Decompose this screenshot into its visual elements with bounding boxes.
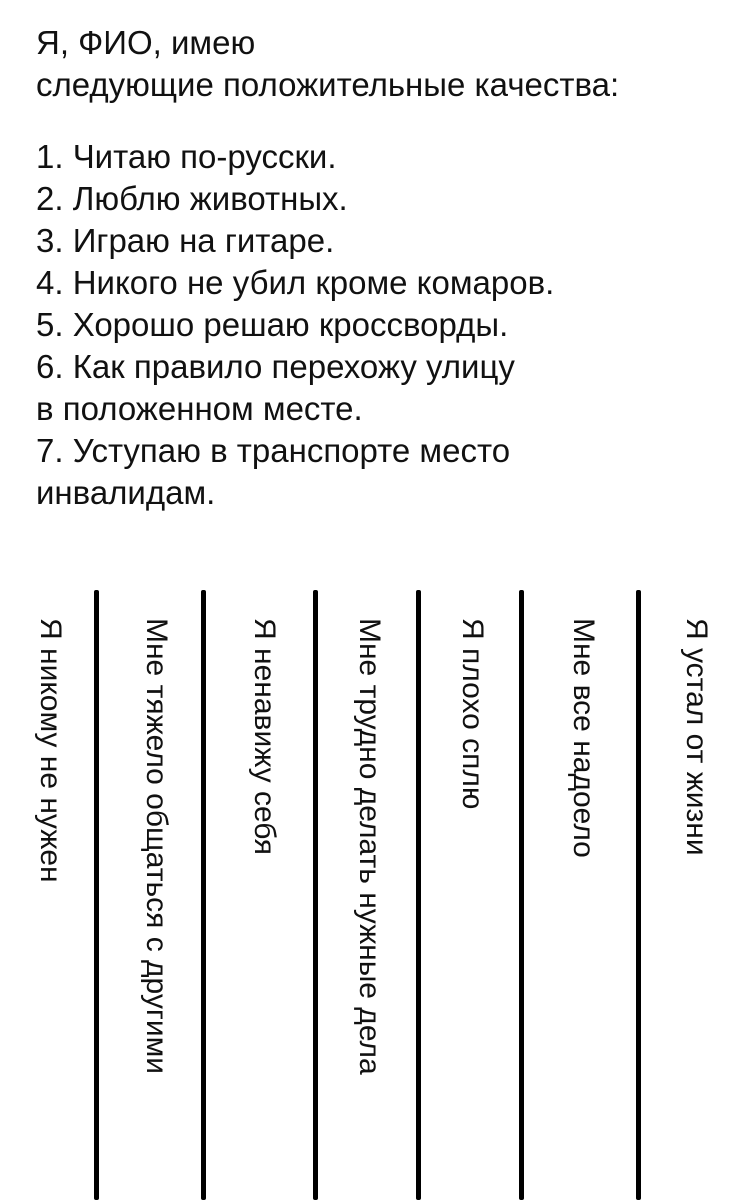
tear-off-tab[interactable]	[128, 618, 188, 1198]
tear-off-tab[interactable]	[555, 618, 615, 1198]
tear-off-tab[interactable]	[22, 618, 82, 1198]
tab-label: Мне тяжело общаться с другими	[140, 618, 173, 1074]
quality-item: 7. Уступаю в транспорте место	[36, 432, 511, 469]
tab-label: Я ненавижу себя	[248, 618, 281, 856]
tear-off-tab[interactable]	[444, 618, 504, 1198]
quality-item: 4. Никого не убил кроме комаров.	[36, 264, 555, 301]
tab-label: Я устал от жизни	[680, 618, 713, 856]
tear-off-tabs	[0, 590, 756, 1200]
tab-divider	[313, 590, 318, 1200]
spacer	[36, 106, 751, 136]
intro-text	[36, 22, 751, 514]
tab-label: Я никому не нужен	[34, 618, 67, 883]
quality-item: 1. Читаю по-русски.	[36, 138, 337, 175]
header-line-2: следующие положительные качества:	[36, 66, 620, 103]
quality-item: 2. Люблю животных.	[36, 180, 348, 217]
tear-off-tab[interactable]	[236, 618, 296, 1198]
tab-divider	[201, 590, 206, 1200]
tab-divider	[94, 590, 99, 1200]
quality-item: 5. Хорошо решаю кроссворды.	[36, 306, 509, 343]
quality-item-continued: инвалидам.	[36, 474, 216, 511]
quality-item: 3. Играю на гитаре.	[36, 222, 335, 259]
tab-label: Мне трудно делать нужные дела	[353, 618, 386, 1075]
tear-off-tab[interactable]	[668, 618, 728, 1198]
tear-off-tab[interactable]	[341, 618, 401, 1198]
tab-label: Мне все надоело	[567, 618, 600, 858]
quality-item: 6. Как правило перехожу улицу	[36, 348, 515, 385]
tab-divider	[416, 590, 421, 1200]
tab-divider	[519, 590, 524, 1200]
tab-label: Я плохо сплю	[456, 618, 489, 810]
tab-divider	[636, 590, 641, 1200]
header-line-1: Я, ФИО, имею	[36, 24, 256, 61]
quality-item-continued: в положенном месте.	[36, 390, 363, 427]
